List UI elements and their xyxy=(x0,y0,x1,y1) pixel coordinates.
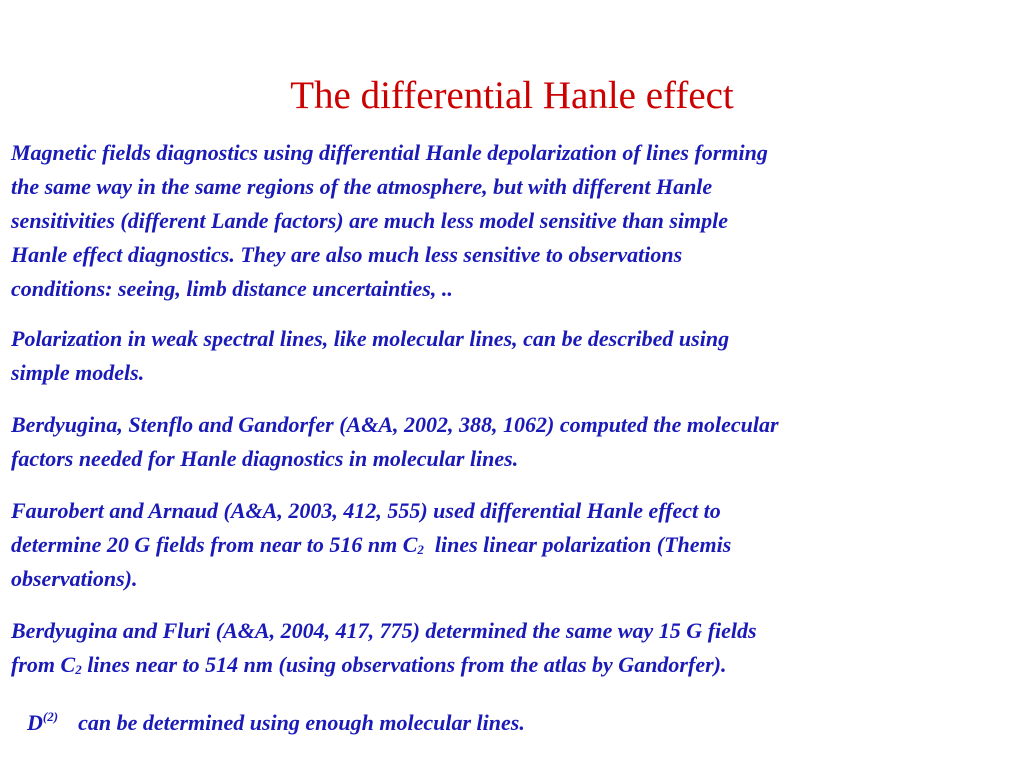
line-text: from C xyxy=(11,652,76,677)
line-text: lines near to 514 nm (using observations from the atlas by Gandorfer). xyxy=(81,652,727,677)
paragraph-line: Berdyugina and Fluri (A&A, 2004, 417, 775) determined the same way 15 G fields xyxy=(11,618,757,643)
line-text: determine 20 G fields from near to 516 nm C xyxy=(11,532,418,557)
final-statement xyxy=(27,706,525,740)
paragraph-line: Polarization in weak spectral lines, like molecular lines, can be described using xyxy=(11,326,730,351)
paragraph-line xyxy=(11,648,1011,682)
subscript: 2 xyxy=(75,662,82,677)
paragraph-berdyugina-stenflo xyxy=(11,408,1011,476)
slide-title: The differential Hanle effect xyxy=(290,74,734,117)
final-text: can be determined using enough molecular lines. xyxy=(78,710,525,735)
paragraph-weak-lines xyxy=(11,322,1011,390)
paragraph-line: sensitivities (different Lande factors) are much less model sensitive than simple xyxy=(11,208,729,233)
paragraph-line xyxy=(11,528,1011,562)
line-text: lines linear polarization (Themis xyxy=(423,532,732,557)
superscript: (2) xyxy=(42,709,59,724)
paragraph-hanle-diagnostics xyxy=(11,136,1011,306)
paragraph-line: observations). xyxy=(11,566,138,591)
paragraph-line: Magnetic fields diagnostics using differential Hanle depolarization of lines forming xyxy=(11,140,768,165)
symbol: D xyxy=(27,710,43,735)
paragraph-line: Faurobert and Arnaud (A&A, 2003, 412, 555) used differential Hanle effect to xyxy=(11,498,721,523)
paragraph-line: simple models. xyxy=(11,360,145,385)
paragraph-faurobert-arnaud xyxy=(11,494,1011,596)
paragraph-line: Hanle effect diagnostics. They are also much less sensitive to observations xyxy=(11,242,683,267)
paragraph-line: factors needed for Hanle diagnostics in molecular lines. xyxy=(11,446,519,471)
paragraph-line: Berdyugina, Stenflo and Gandorfer (A&A, 2002, 388, 1062) computed the molecular xyxy=(11,412,779,437)
paragraph-berdyugina-fluri xyxy=(11,614,1011,682)
subscript: 2 xyxy=(417,542,424,557)
paragraph-line: conditions: seeing, limb distance uncertainties, .. xyxy=(11,276,453,301)
paragraph-line: the same way in the same regions of the atmosphere, but with different Hanle xyxy=(11,174,713,199)
